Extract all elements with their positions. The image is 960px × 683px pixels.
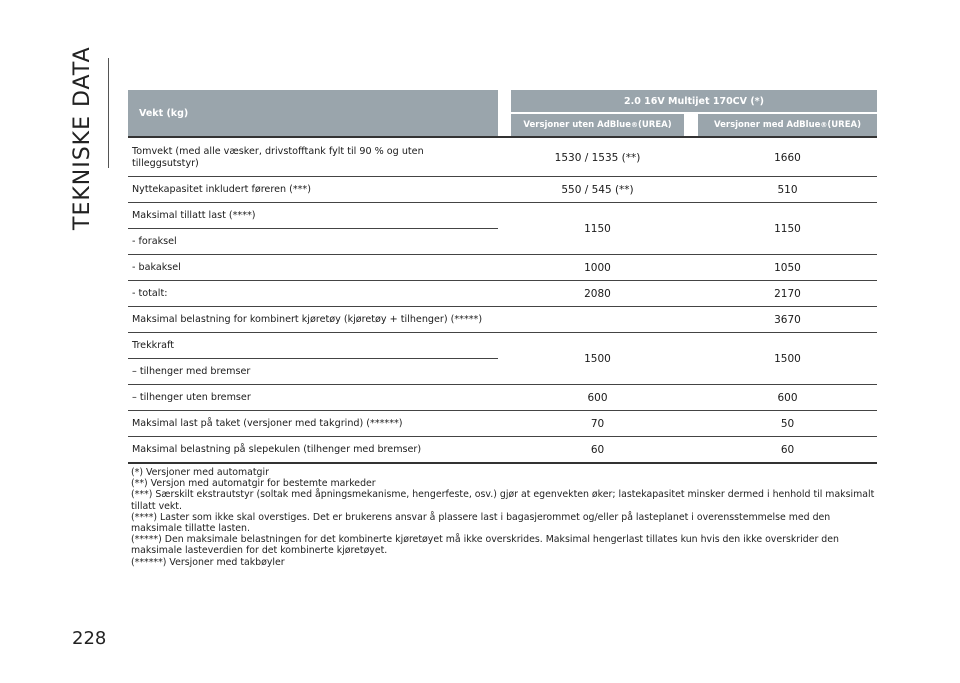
row-label: - totalt:: [132, 288, 168, 299]
header-engine: 2.0 16V Multijet 170CV (*): [511, 90, 877, 112]
section-title-text: TEKNISKE DATA: [70, 46, 95, 230]
row-value-with-adblue: 2170: [774, 288, 801, 300]
row-value-without-adblue: 70: [590, 418, 605, 430]
header-with-adblue-text: Versjoner med AdBlue: [714, 120, 821, 130]
row-value-with-adblue: 60: [780, 444, 795, 456]
row-divider: [128, 332, 877, 333]
row-label: Trekkraft: [132, 340, 174, 351]
header-with-adblue-suffix: (UREA): [827, 120, 861, 130]
row-sublabel: – tilhenger med bremser: [132, 366, 251, 377]
row-value-with-adblue: 3670: [774, 314, 801, 326]
row-divider: [128, 436, 877, 437]
row-value-with-adblue: 600: [777, 392, 798, 404]
page-number: 228: [72, 628, 107, 649]
footnotes: [131, 467, 876, 568]
row-divider: [128, 410, 877, 411]
footnote: (******) Versjoner med takbøyler: [131, 556, 285, 568]
header-without-adblue: [511, 114, 684, 136]
row-divider-partial: [128, 358, 498, 359]
weights-table: [128, 90, 877, 456]
header-without-adblue-text: Versjoner uten AdBlue: [523, 120, 631, 130]
row-value-without-adblue: 1530 / 1535 (**): [554, 152, 641, 164]
row-value-with-adblue: 1660: [774, 152, 801, 164]
row-label: Tomvekt (med alle væsker, drivstofftank fylt til 90 % og uten tilleggsutstyr): [132, 146, 424, 169]
row-value-with-adblue: 1500: [774, 353, 801, 365]
row-value-without-adblue: 550 / 545 (**): [561, 184, 634, 196]
row-label: - bakaksel: [132, 262, 181, 273]
row-value-with-adblue: 510: [777, 184, 798, 196]
footnote: (*) Versjoner med automatgir: [131, 467, 269, 478]
table-header: [128, 90, 877, 136]
row-divider-partial: [128, 228, 498, 229]
row-label: Maksimal last på taket (versjoner med takgrind) (******): [132, 418, 403, 429]
row-divider: [128, 280, 877, 281]
header-weight: Vekt (kg): [128, 90, 498, 136]
row-value-with-adblue: 50: [780, 418, 795, 430]
footnote: (***) Særskilt ekstrautstyr (soltak med åpningsmekanisme, hengerfeste, osv.) gjør at egenvekten øker; lastekapasitet minsker dermed i henhold til maksimalt tillatt vekt.: [131, 489, 875, 512]
row-value-without-adblue: 60: [590, 444, 605, 456]
footnote: (**) Versjon med automatgir for bestemte markeder: [131, 478, 376, 490]
row-value-without-adblue: 600: [587, 392, 608, 404]
footnote: (****) Laster som ikke skal overstiges. Det er brukerens ansvar å plassere last i bagasjerommet og/eller på lasteplanet i overensstemmelse med den maksimale tillatte lasten.: [131, 511, 831, 535]
header-without-adblue-suffix: (UREA): [638, 120, 672, 130]
row-divider: [128, 202, 877, 203]
row-value-with-adblue: 1150: [774, 223, 801, 235]
header-with-adblue: [698, 114, 877, 136]
header-divider: [128, 136, 877, 138]
row-label: – tilhenger uten bremser: [132, 392, 251, 403]
row-value-with-adblue: 1050: [774, 262, 801, 274]
row-value-without-adblue: 2080: [584, 288, 611, 300]
row-divider: [128, 176, 877, 177]
row-label: Nyttekapasitet inkludert føreren (***): [132, 184, 311, 195]
section-title: [62, 46, 120, 330]
row-divider: [128, 384, 877, 385]
row-sublabel: - foraksel: [132, 236, 177, 247]
table-bottom-rule: [128, 462, 877, 464]
row-label: Maksimal belastning på slepekulen (tilhenger med bremser): [132, 444, 422, 455]
registered-mark: ®: [631, 121, 638, 129]
row-label: Maksimal tillatt last (****): [132, 210, 256, 221]
registered-mark: ®: [820, 121, 828, 129]
row-divider: [128, 254, 877, 255]
row-value-without-adblue: 1150: [584, 223, 611, 235]
row-divider: [128, 306, 877, 307]
row-value-without-adblue: 1000: [584, 262, 611, 274]
section-divider: [108, 58, 109, 168]
footnote: (*****) Den maksimale belastningen for det kombinerte kjøretøyet må ikke overskrides. Maksimal hengerlast tillates kun hvis den ikke overskrider den maksimale lasteverdien for det kombinerte kjøretøyet.: [131, 534, 839, 557]
row-value-without-adblue: 1500: [584, 353, 611, 365]
row-label: Maksimal belastning for kombinert kjøretøy (kjøretøy + tilhenger) (*****): [132, 314, 483, 325]
